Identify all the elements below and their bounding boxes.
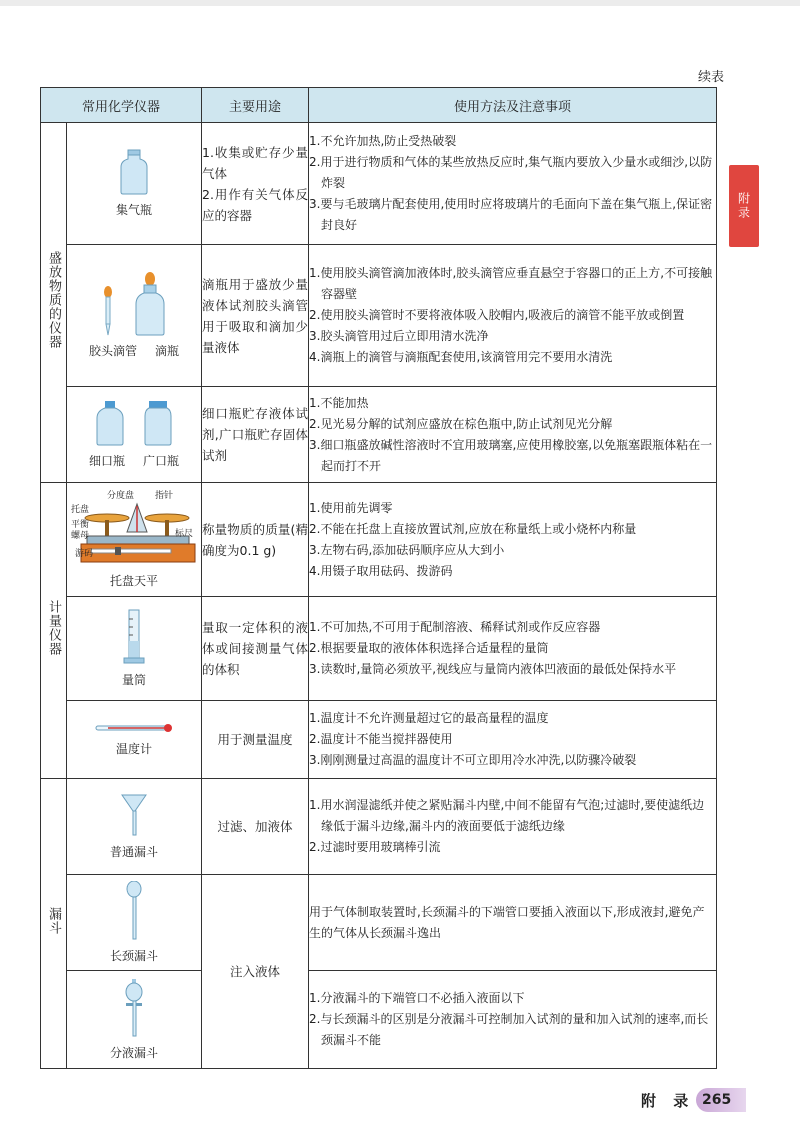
thermometer-use: 用于测量温度 [202, 701, 309, 779]
balance-use: 称量物质的质量(精确度为0.1 g) [202, 483, 309, 597]
sep-funnel-icon [123, 978, 145, 1038]
instrument-funnel [67, 779, 202, 875]
narrow-bottle-label: 细口瓶 [88, 454, 125, 468]
instrument-bottles [67, 387, 202, 483]
balance-label: 托盘天平 [110, 574, 159, 588]
bottles-notes: 1.不能加热 2.见光易分解的试剂应盛放在棕色瓶中,防止试剂见光分解 3.细口瓶盛放碱性溶液时不宜用玻璃塞,应使用橡胶塞,以免瓶塞跟瓶体粘在一起而打不开 [309, 387, 717, 483]
dropper-notes: 1.使用胶头滴管滴加液体时,胶头滴管应垂直悬空于容器口的正上方,不可接触容器壁 2.使用胶头滴管时不要将液体吸入胶帽内,吸液后的滴管不能平放或倒置 3.胶头滴管用过后立即用清水洗净 4.滴瓶上的滴管与滴瓶配套使用,该滴管用完不要用水清洗 [309, 245, 717, 387]
instrument-balance [67, 483, 202, 597]
appendix-side-tab: 附录 [729, 165, 759, 247]
sep-funnel-notes: 1.分液漏斗的下端管口不必插入液面以下 2.与长颈漏斗的区别是分液漏斗可控制加入试剂的量和加入试剂的速率,而长颈漏斗不能 [309, 971, 717, 1069]
dropper-label: 胶头滴管 [88, 344, 137, 358]
label-rider: 游码 [75, 549, 94, 559]
table-header-row [41, 88, 717, 123]
table-row [41, 387, 717, 483]
dropper-use: 滴瓶用于盛放少量液体试剂胶头滴管用于吸取和滴加少量液体 [202, 245, 309, 387]
table-row [41, 779, 717, 875]
balance-notes: 1.使用前先调零 2.不能在托盘上直接放置试剂,应放在称量纸上或小烧杯内称量 3.左物右码,添加砝码顺序应从大到小 4.用镊子取用砝码、拨游码 [309, 483, 717, 597]
instrument-sep-funnel [67, 971, 202, 1069]
instrument-gas-bottle [67, 123, 202, 245]
bottles-use: 细口瓶贮存液体试剂,广口瓶贮存固体试剂 [202, 387, 309, 483]
long-funnel-notes: 用于气体制取装置时,长颈漏斗的下端管口要插入液面以下,形成液封,避免产生的气体从长颈漏斗逸出 [309, 875, 717, 971]
header-notes: 使用方法及注意事项 [309, 88, 717, 123]
header-use: 主要用途 [202, 88, 309, 123]
gas-bottle-notes: 1.不允许加热,防止受热破裂 2.用于进行物质和气体的某些放热反应时,集气瓶内要放入少量水或细沙,以防炸裂 3.要与毛玻璃片配套使用,使用时应将玻璃片的毛面向下盖在集气瓶上,保证密封良好 [309, 123, 717, 245]
table-row [41, 245, 717, 387]
cylinder-use: 量取一定体积的液体或间接测量气体的体积 [202, 597, 309, 701]
thermometer-label: 温度计 [116, 742, 153, 756]
cylinder-label: 量筒 [122, 673, 147, 687]
label-tray: 托盘 [71, 505, 90, 515]
table-row [41, 597, 717, 701]
page-corner [0, 0, 800, 6]
long-funnel-label: 长颈漏斗 [110, 949, 159, 963]
header-instrument: 常用化学仪器 [41, 88, 202, 123]
gas-bottle-icon [119, 149, 149, 195]
narrow-bottle-icon [95, 400, 125, 446]
label-nut: 平衡螺母 [71, 520, 90, 541]
instrument-thermometer [67, 701, 202, 779]
dropper-bottle-label: 滴瓶 [155, 344, 180, 358]
cylinder-icon [123, 609, 145, 665]
continued-label: 续表 [697, 70, 724, 85]
thermometer-icon [94, 722, 174, 734]
shared-funnel-use: 注入液体 [202, 875, 309, 1069]
table-row [41, 971, 717, 1069]
footer-appendix-label: 附 录 [641, 1092, 695, 1110]
wide-bottle-label: 广口瓶 [143, 454, 180, 468]
dropper-bottle-icon [133, 272, 167, 336]
sep-funnel-label: 分液漏斗 [110, 1046, 159, 1060]
table-row [41, 483, 717, 597]
page-number: 265 [696, 1088, 746, 1112]
long-funnel-icon [124, 881, 144, 941]
funnel-icon [121, 793, 147, 837]
cylinder-notes: 1.不可加热,不可用于配制溶液、稀释试剂或作反应容器 2.根据要量取的液体体积选择合适量程的量筒 3.读数时,量筒必须放平,视线应与量筒内液体凹液面的最低处保持水平 [309, 597, 717, 701]
thermometer-notes: 1.温度计不允许测量超过它的最高量程的温度 2.温度计不能当搅拌器使用 3.刚刚测量过高温的温度计不可立即用冷水冲洗,以防骤冷破裂 [309, 701, 717, 779]
instrument-long-funnel [67, 875, 202, 971]
instrument-table [40, 87, 717, 1069]
funnel-label: 普通漏斗 [110, 845, 159, 859]
category-funnel: 漏斗 [41, 779, 67, 1069]
category-storage: 盛放物质的仪器 [41, 123, 67, 483]
gas-bottle-use: 1.收集或贮存少量气体 2.用作有关气体反应的容器 [202, 123, 309, 245]
table-row [41, 123, 717, 245]
instrument-cylinder [67, 597, 202, 701]
table-row [41, 875, 717, 971]
category-measuring: 计量仪器 [41, 483, 67, 779]
table-row [41, 701, 717, 779]
label-ruler: 标尺 [175, 529, 194, 539]
dropper-icon [101, 286, 115, 336]
wide-bottle-icon [143, 400, 173, 446]
funnel-notes: 1.用水润湿滤纸并使之紧贴漏斗内壁,中间不能留有气泡;过滤时,要使滤纸边缘低于漏斗边缘,漏斗内的液面要低于滤纸边缘 2.过滤时要用玻璃棒引流 [309, 779, 717, 875]
gas-bottle-label: 集气瓶 [116, 203, 153, 217]
funnel-use: 过滤、加液体 [202, 779, 309, 875]
label-scale: 分度盘 [107, 491, 135, 501]
label-pointer: 指针 [155, 491, 174, 501]
instrument-dropper [67, 245, 202, 387]
